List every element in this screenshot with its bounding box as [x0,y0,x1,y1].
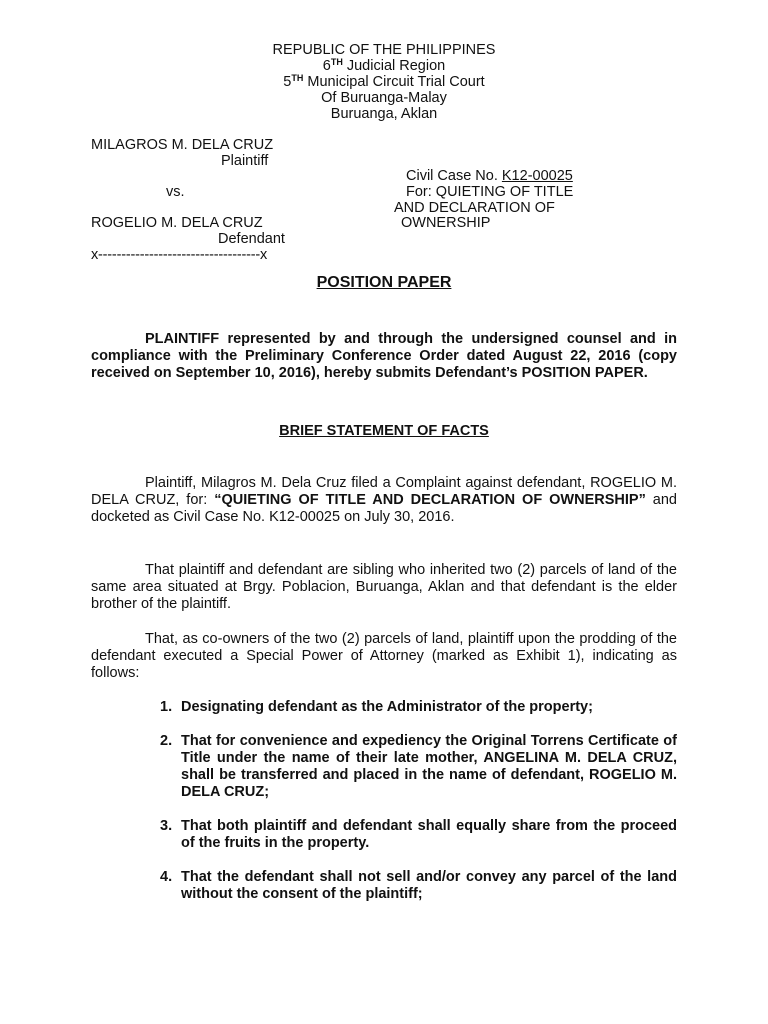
header-court: 5TH Municipal Circuit Trial Court [283,73,485,90]
header-judicial-region: 6TH Judicial Region [322,57,446,74]
list-number: 3. [160,818,173,834]
header-location: Buruanga, Aklan [330,106,438,122]
document-title: POSITION PAPER [316,274,452,291]
plaintiff-name: MILAGROS M. DELA CRUZ [91,137,274,153]
list-item [160,699,677,716]
facts-heading: BRIEF STATEMENT OF FACTS [279,423,489,439]
list-text: That for convenience and expediency the Original Torrens Certificate of Title under the name of their late mother, ANGELINA M. DELA CRUZ, shall be transferred and placed in the name of defendant, ROGELIO M. DELA CRUZ; [181,733,677,800]
intro-paragraph: PLAINTIFF represented by and through the undersigned counsel and in compliance with the Preliminary Conference Order dated August 22, 2016 (copy received on September 10, 2016), hereby submits Defendant’s POSITION PAPER. [91,331,677,381]
list-number: 4. [160,869,173,885]
list-item [160,869,677,903]
list-text: That both plaintiff and defendant shall equally share from the proceed of the fruits in the property. [181,818,677,851]
list-number: 1. [160,699,173,715]
list-text: That the defendant shall not sell and/or convey any parcel of the land without the consent of the plaintiff; [181,869,677,902]
plaintiff-role: Plaintiff [221,153,269,169]
header-republic: REPUBLIC OF THE PHILIPPINES [272,42,496,58]
list-text: Designating defendant as the Administrator of the property; [181,699,593,715]
list-item [160,818,677,852]
defendant-role: Defendant [218,231,285,247]
case-nature-line3: OWNERSHIP [401,215,491,231]
list-number: 2. [160,733,173,749]
civil-case-number: Civil Case No. K12-00025 [406,168,573,184]
case-nature-line2: AND DECLARATION OF [394,200,555,216]
case-nature-line1: For: QUIETING OF TITLE [406,184,574,200]
facts-paragraph-1: Plaintiff, Milagros M. Dela Cruz filed a Complaint against defendant, ROGELIO M. DELA CRUZ, for: “QUIETING OF TITLE AND DECLARATION OF OWNERSHIP” and docketed as Civil Case No. K12-00025 on July 30, 2016. [91,475,677,525]
caption-separator: x-----------------------------------x [91,247,268,263]
facts-paragraph-2: That plaintiff and defendant are sibling who inherited two (2) parcels of land of the same area situated at Brgy. Poblacion, Buruanga, Aklan and that defendant is the elder brother of the plaintiff. [91,562,677,612]
list-item [160,733,677,801]
versus-label: vs. [166,184,185,200]
defendant-name: ROGELIO M. DELA CRUZ [91,215,263,231]
facts-paragraph-3: That, as co-owners of the two (2) parcels of land, plaintiff upon the prodding of the defendant executed a Special Power of Attorney (marked as Exhibit 1), indicating as follows: [91,631,677,681]
header-municipality: Of Buruanga-Malay [321,90,447,106]
